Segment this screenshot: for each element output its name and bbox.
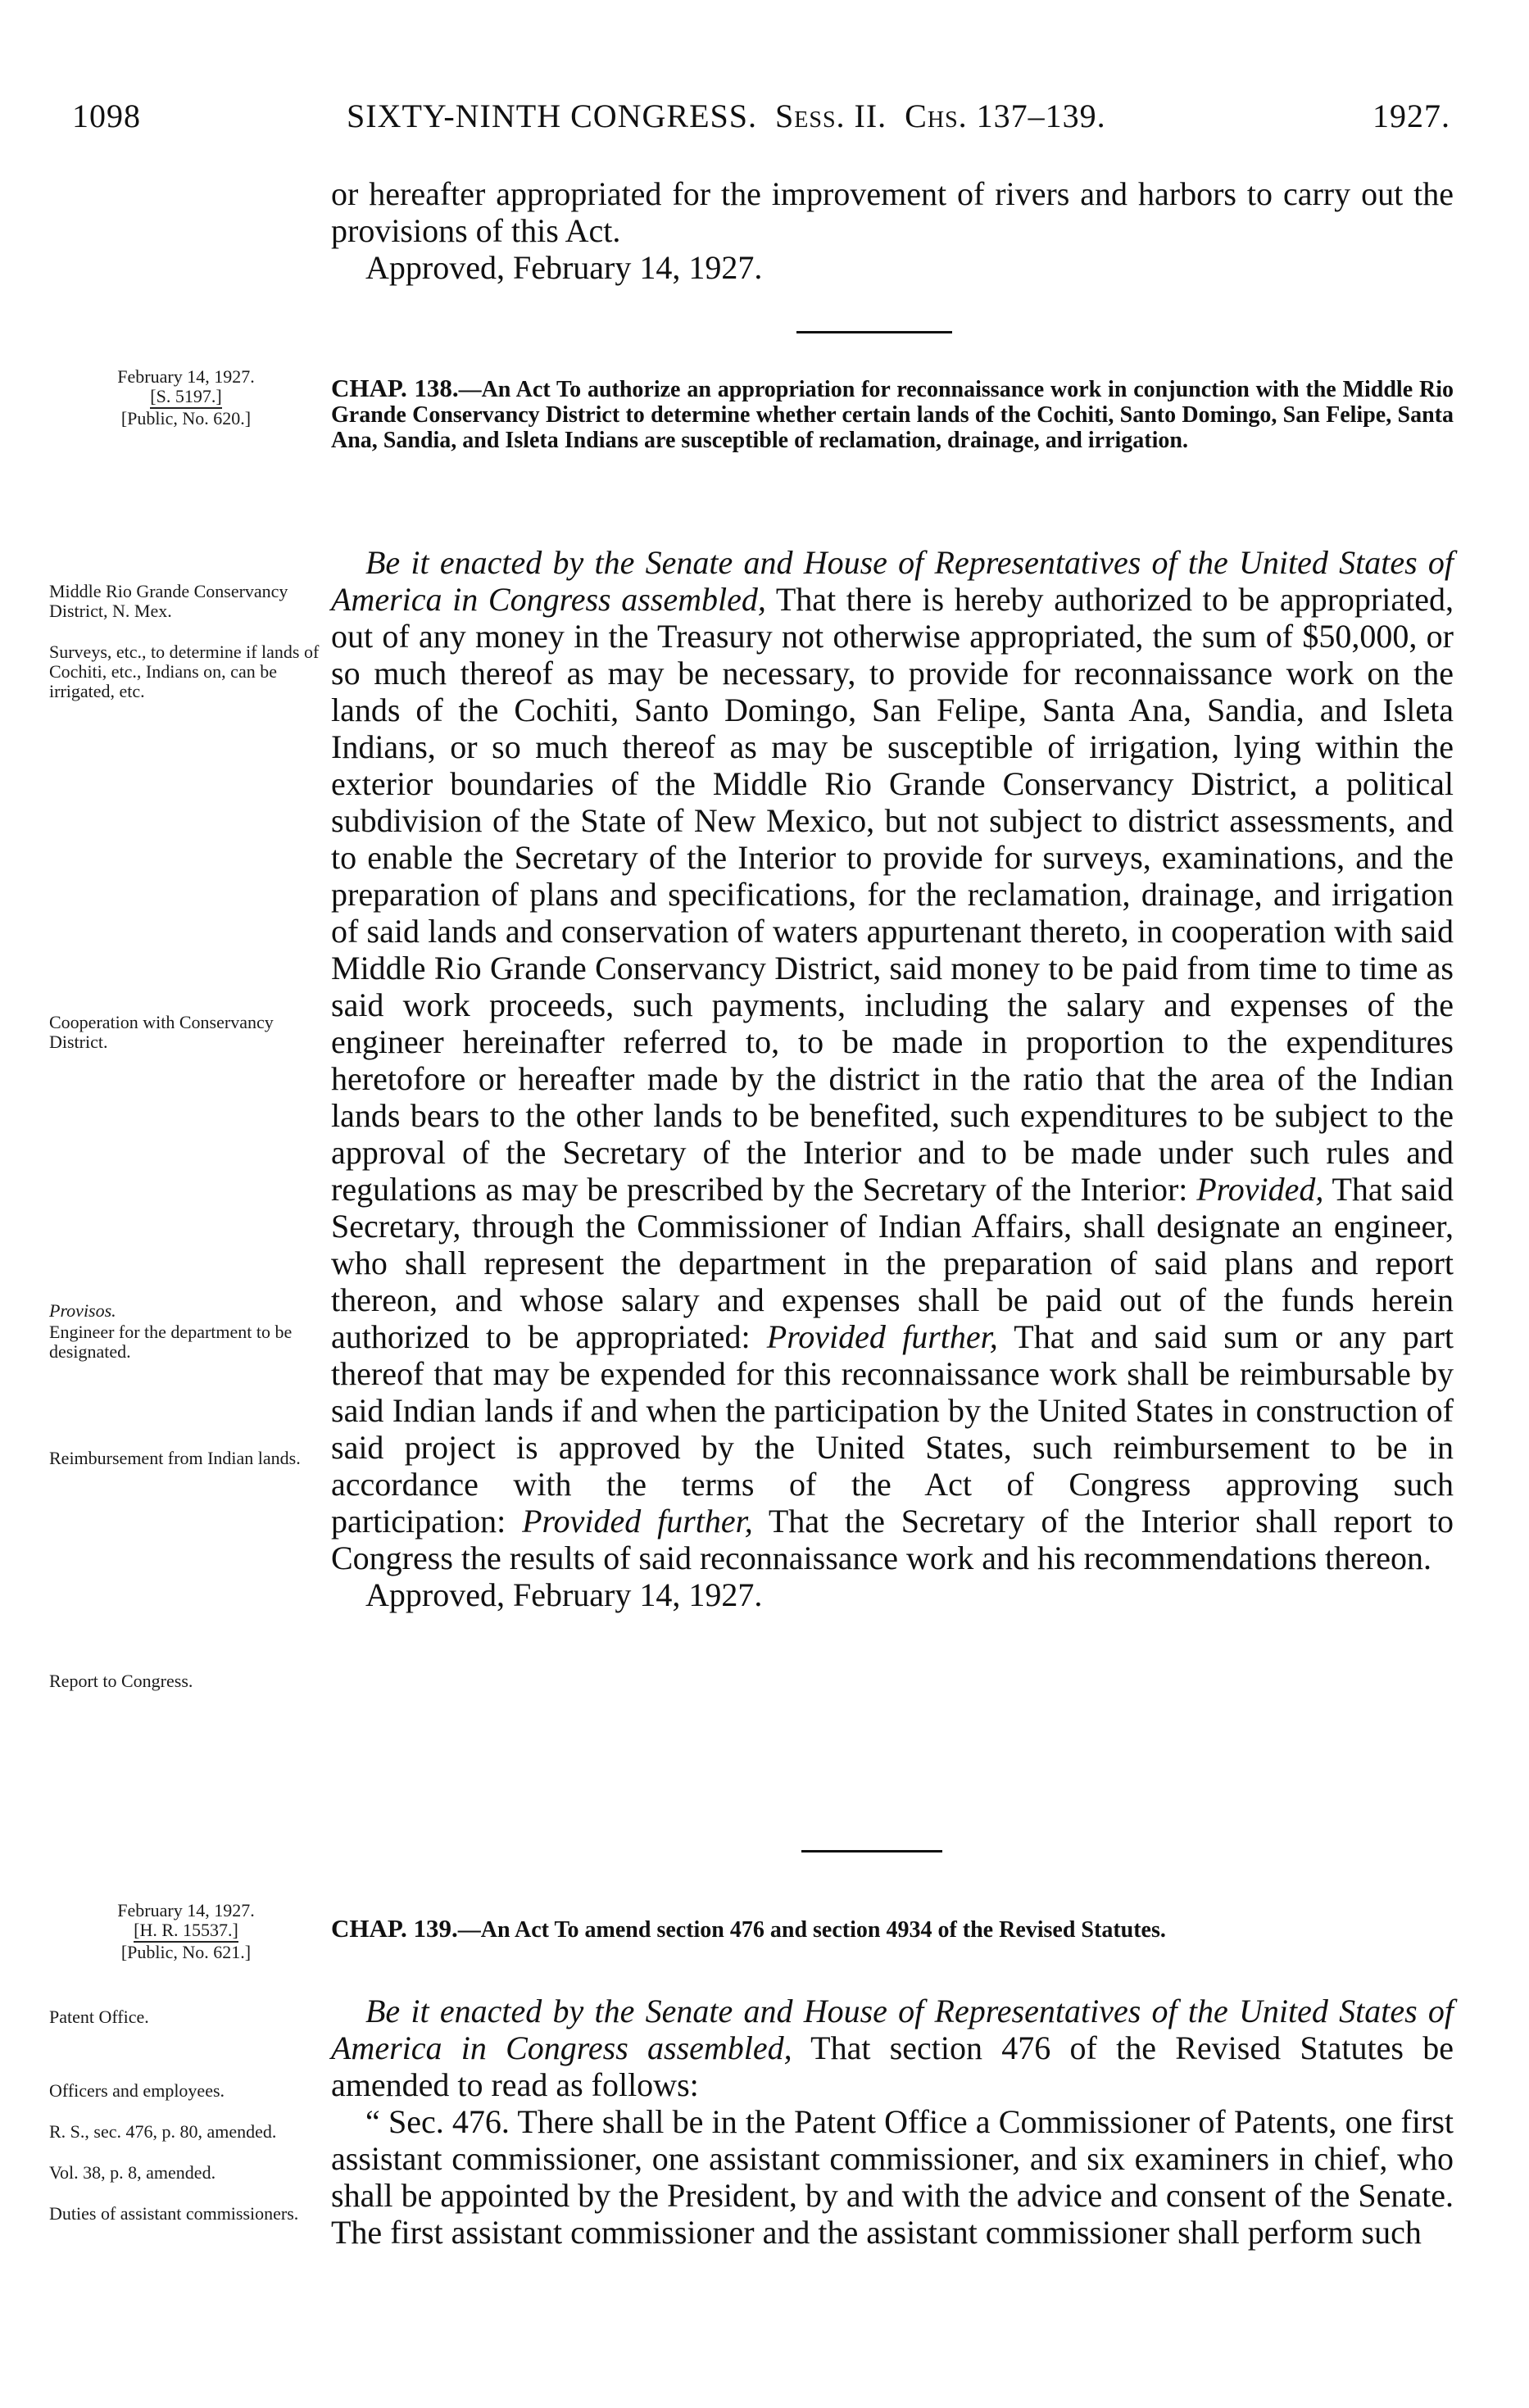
chap138-body-4: That the Secretary of the Interior shall report to Congress the results of said reconnaissance work and his recommendations thereon. (331, 1503, 1454, 1576)
header-year: 1927. (1372, 97, 1450, 134)
chap138-caption-text: —An Act To authorize an appropriation for reconnaissance work in conjunction with the Middle Rio Grande Conservancy District to determine whether certain lands of the Cochiti, Santo Domingo, San Felipe, Santa Ana, Sandia, and Isleta Indians are susceptible of reclamation, drainage, and irrigation. (331, 377, 1454, 453)
margin-note-rs-amended: R. S., sec. 476, p. 80, amended. (49, 2121, 277, 2142)
section-divider (796, 331, 952, 333)
chap139-date: February 14, 1927. (117, 1900, 255, 1921)
margin-note-surveys: Surveys, etc., to determine if lands of Cochiti, etc., Indians on, can be irrigated, etc. (49, 642, 320, 701)
margin-note-cooperation: Cooperation with Conservancy District. (49, 1012, 274, 1052)
running-header (72, 97, 1450, 154)
margin-note-duties: Duties of assistant commissioners. (49, 2203, 299, 2224)
chap139-body-1: That section 476 of the Revised Statutes be amended to read as follows: (331, 2029, 1454, 2103)
page-number: 1098 (72, 97, 141, 134)
section-divider (801, 1850, 942, 1852)
margin-note-conservancy: Middle Rio Grande Conservancy District, N. Mex. (49, 581, 288, 621)
chap139-enacting-clause: Be it enacted by the Senate and House of Representatives of the United States of America in Congress assembled, (331, 1993, 1454, 2066)
intro-block (331, 175, 1454, 286)
chap139-reference (54, 1901, 318, 1962)
margin-note-officers: Officers and employees. (49, 2080, 225, 2101)
chap138-approved: Approved, February 14, 1927. (365, 1576, 763, 1613)
chap138-paragraph (331, 544, 1454, 1576)
chap138-public: [Public, No. 620.] (120, 408, 252, 429)
margin-note-provisos: Provisos. (49, 1300, 116, 1321)
margin-note-vol-amended: Vol. 38, p. 8, amended. (49, 2162, 216, 2183)
chap138-body-2: That said Secretary, through the Commissioner of Indian Affairs, shall designate an engineer, who shall represent the department in the preparation of said plans and report thereon, and whose salary and expenses shall be paid out of the funds herein authorized to be appropriated: (331, 1171, 1454, 1355)
margin-note-engineer: Engineer for the department to be designated. (49, 1322, 293, 1362)
header-title (347, 97, 1106, 135)
chap138-enacting-clause: Be it enacted by the Senate and House of Representatives of the United States of America in Congress assembled, (331, 544, 1454, 618)
congress-title: SIXTY-NINTH CONGRESS. (347, 97, 758, 134)
chapters-label: Chs. 137–139. (905, 97, 1106, 134)
chap138-proviso-1: Provided, (1196, 1171, 1324, 1208)
chap138-body-3: That and said sum or any part thereof that may be expended for this reconnaissance work shall be reimbursable by said Indian lands if and when the participation by the United States in construction of said project is approved by the United States, such reimbursement to be in accordance with the terms of the Act of Congress approving such participation: (331, 1318, 1454, 1540)
session-label: Sess. II. (775, 97, 887, 134)
chap138-proviso-2: Provided further, (766, 1318, 998, 1355)
chap138-caption (331, 375, 1454, 453)
chap138-bill: [S. 5197.] (150, 387, 221, 409)
intro-text: or hereafter appropriated for the improvement of rivers and harbors to carry out the provisions of this Act. (331, 175, 1454, 249)
chap139-public: [Public, No. 621.] (120, 1942, 252, 1962)
chap139-caption (331, 1916, 1454, 1943)
margin-note-patent-office: Patent Office. (49, 2007, 149, 2027)
chap139-paragraph-2: “ Sec. 476. There shall be in the Patent Office a Commissioner of Patents, one first assistant commissioner, one assistant commissioner, and six examiners in chief, who shall be appointed by the President, by and with the advice and consent of the Senate. The first assistant commissioner and the assistant commissioner shall perform such (331, 2103, 1454, 2251)
margin-note-report: Report to Congress. (49, 1671, 193, 1691)
chap138-body (331, 544, 1454, 1613)
chap138-proviso-3: Provided further, (522, 1503, 753, 1540)
chap139-bill: [H. R. 15537.] (134, 1921, 238, 1943)
intro-approved: Approved, February 14, 1927. (365, 249, 763, 286)
chap138-label: CHAP. 138. (331, 374, 459, 402)
chap139-caption-text: —An Act To amend section 476 and section 4934 of the Revised Statutes. (457, 1917, 1166, 1943)
chap139-label: CHAP. 139. (331, 1914, 458, 1943)
chap139-body (331, 1993, 1454, 2251)
chap138-date: February 14, 1927. (117, 366, 255, 387)
chap139-paragraph-1 (331, 1993, 1454, 2103)
chap138-reference (54, 367, 318, 429)
chap138-body-1: That there is hereby authorized to be appropriated, out of any money in the Treasury not otherwise appropriated, the sum of $50,000, or so much thereof as may be necessary, to provide for reconnaissance work on the lands of the Cochiti, Santo Domingo, San Felipe, Santa Ana, Sandia, and Isleta Indians, or so much thereof as may be susceptible of irrigation, lying within the exterior boundaries of the Middle Rio Grande Conservancy District, a political subdivision of the State of New Mexico, but not subject to district assessments, and to enable the Secretary of the Interior to provide for surveys, examinations, and the preparation of plans and specifications, for the reclamation, drainage, and irrigation of said lands and conservation of waters appurtenant thereto, in cooperation with said Middle Rio Grande Conservancy District, said money to be paid from time to time as said work proceeds, such payments, including the salary and expenses of the engineer hereinafter referred to, to be made in proportion to the expenditures heretofore or hereafter made by the district in the ratio that the area of the Indian lands bears to the other lands to be benefited, such expenditures to be subject to the approval of the Secretary of the Interior and to be made under such rules and regulations as may be prescribed by the Secretary of the Interior: (331, 581, 1454, 1208)
margin-note-reimbursement: Reimbursement from Indian lands. (49, 1448, 301, 1468)
